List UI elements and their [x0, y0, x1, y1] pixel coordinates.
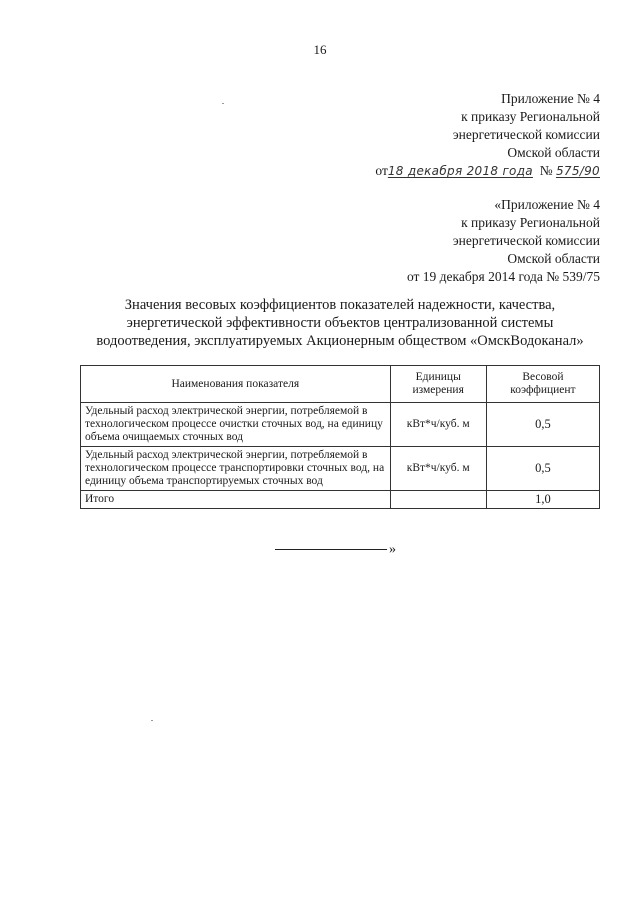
scan-speck [151, 720, 153, 721]
header-unit: Единицы измерения [390, 366, 486, 403]
handwritten-date: 18 декабря 2018 года [387, 164, 533, 178]
document-title-line: энергетической эффективности объектов централизованной системы [126, 315, 554, 331]
table-total-row [81, 491, 600, 509]
appendix-current-line: энергетической комиссии [452, 127, 600, 142]
table-header-row [81, 366, 600, 403]
number-prefix: № [539, 163, 553, 178]
from-prefix: от [375, 163, 388, 178]
total-name: Итого [81, 491, 391, 509]
closing-rule [275, 549, 387, 550]
order-date-number-line [300, 162, 600, 180]
document-title-line: Значения весовых коэффициентов показателей надежности, качества, [124, 297, 556, 313]
row-name: Удельный расход электрической энергии, потребляемой в технологическом процессе транспортировки сточных вод, на единицу объема транспортируемых сточных вод [81, 447, 391, 491]
row-coef: 0,5 [486, 403, 599, 447]
header-coef: Весовой коэффициент [486, 366, 599, 403]
row-coef: 0,5 [486, 447, 599, 491]
appendix-current-line: к приказу Региональной [461, 109, 600, 124]
document-title [60, 296, 620, 350]
row-unit: кВт*ч/куб. м [390, 447, 486, 491]
row-unit: кВт*ч/куб. м [390, 403, 486, 447]
closing-quote: » [389, 542, 396, 557]
total-coef: 1,0 [486, 491, 599, 509]
total-unit [390, 491, 486, 509]
appendix-current [300, 90, 600, 180]
document-title-line: водоотведения, эксплуатируемых Акционерным обществом «ОмскВодоканал» [96, 333, 584, 349]
appendix-quoted-line: от 19 декабря 2014 года № 539/75 [406, 269, 600, 284]
closing-line [275, 542, 396, 558]
appendix-current-line: Омской области [507, 145, 600, 160]
handwritten-number: 575/90 [555, 164, 600, 178]
scan-speck [222, 103, 224, 104]
table-row [81, 403, 600, 447]
appendix-quoted-line: к приказу Региональной [461, 215, 600, 230]
appendix-quoted-line: Омской области [507, 251, 600, 266]
table-row [81, 447, 600, 491]
appendix-quoted [300, 196, 600, 286]
appendix-current-line: Приложение № 4 [501, 91, 600, 106]
row-name: Удельный расход электрической энергии, потребляемой в технологическом процессе очистки сточных вод, на единицу объема очищаемых сточных вод [81, 403, 391, 447]
appendix-quoted-line: энергетической комиссии [452, 233, 600, 248]
appendix-quoted-line: «Приложение № 4 [494, 197, 600, 212]
indicators-table [80, 365, 600, 509]
page-number: 16 [313, 42, 327, 57]
header-name: Наименования показателя [81, 366, 391, 403]
